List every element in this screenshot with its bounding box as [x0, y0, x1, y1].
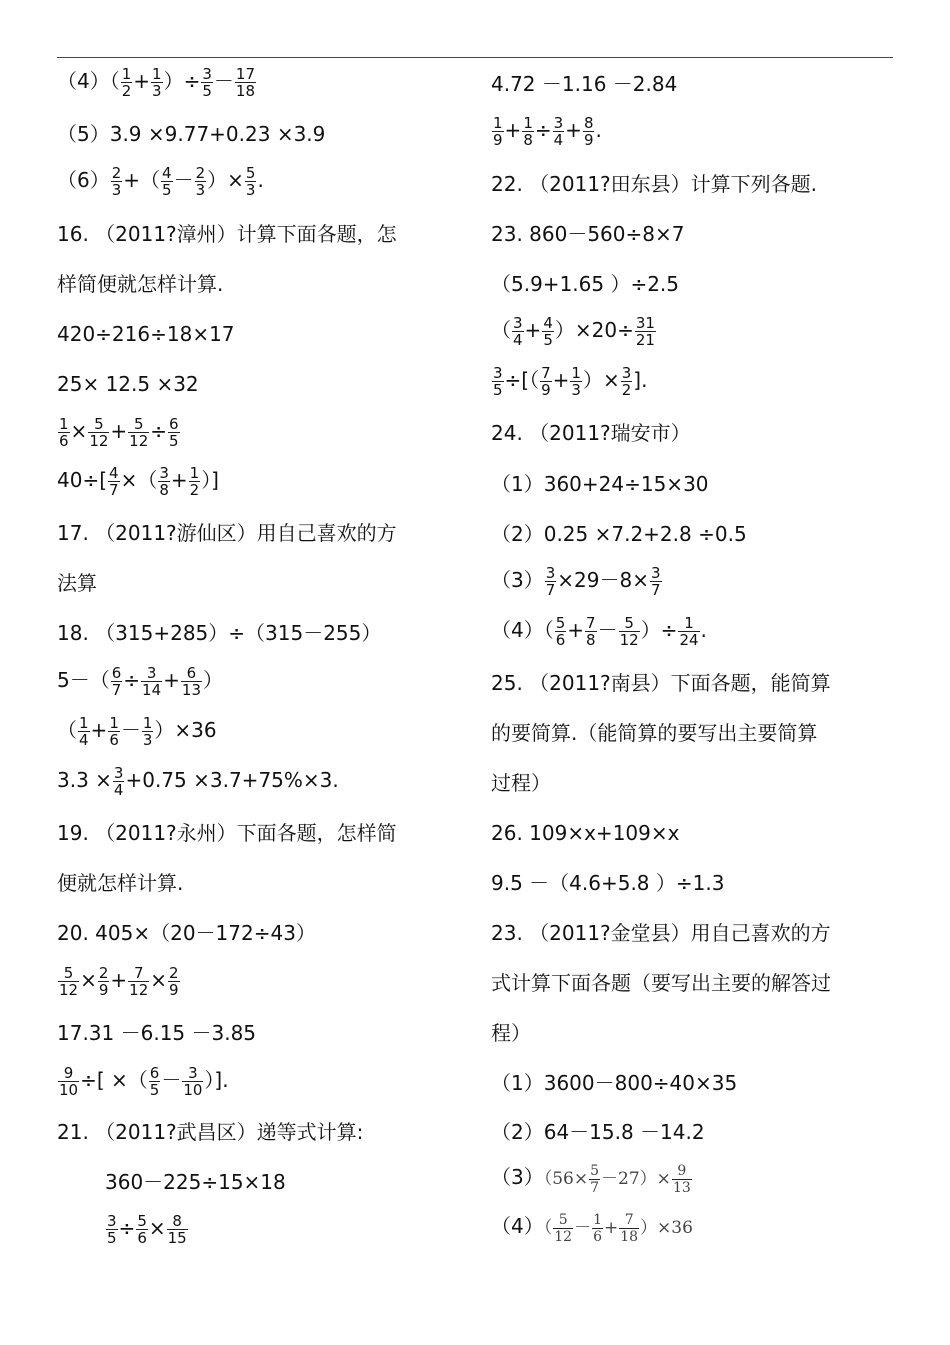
fraction: $\frac{3}{14}$: [142, 664, 162, 699]
expr-6: （6） $\frac{2}{3}$ +（ $\frac{4}{5}$ － $\frac{2}{3}$ ）× $\frac{5}{3}$ .: [57, 164, 264, 199]
fraction: $\frac{1}{4}$: [79, 714, 89, 749]
expr-23b-4: （4）（ $\frac{5}{12}$ － $\frac{1}{6}$ + $\frac{7}{18}$ ）×36: [491, 1212, 693, 1245]
question-23b-line3: 程）: [491, 1021, 531, 1045]
fraction: $\frac{7}{12}$: [129, 964, 149, 999]
question-19-line2: 便就怎样计算.: [57, 871, 184, 895]
fraction: $\frac{3}{4}$: [113, 764, 124, 799]
fraction: $\frac{5}{7}$: [590, 1163, 600, 1196]
fraction: $\frac{1}{6}$: [593, 1212, 602, 1245]
expr-16-3: $\frac{1}{6}$ × $\frac{5}{12}$ + $\frac{5}{12}$ ÷ $\frac{6}{5}$: [59, 415, 179, 450]
question-17-line1: 17. （2011?游仙区）用自己喜欢的方: [57, 521, 397, 545]
fraction: $\frac{6}{7}$: [111, 664, 122, 699]
expr-24-3: （3） $\frac{3}{7}$ ×29－8× $\frac{3}{7}$: [491, 564, 661, 599]
expr-20-4: $\frac{9}{10}$ ÷[ ×（ $\frac{6}{5}$ － $\frac{3}{10}$ ）].: [59, 1064, 229, 1099]
fraction: $\frac{1}{6}$: [59, 415, 69, 450]
expr-24-1: （1）360+24÷15×30: [491, 472, 709, 496]
expr-24-2: （2）0.25 ×7.2+2.8 ÷0.5: [491, 522, 747, 546]
fraction: $\frac{5}{12}$: [89, 415, 109, 450]
fraction: $\frac{3}{4}$: [513, 314, 523, 349]
fraction: $\frac{9}{13}$: [672, 1163, 691, 1196]
question-22: 22. （2011?田东县）计算下列各题.: [491, 172, 818, 196]
question-25-line3: 过程）: [491, 771, 551, 795]
expr-4: （4）（ $\frac{1}{2}$ + $\frac{1}{3}$ ）÷ $\frac{3}{5}$ － $\frac{17}{18}$: [57, 65, 255, 100]
expr-21-2: $\frac{3}{5}$ ÷ $\frac{5}{6}$ × $\frac{8}{15}$: [107, 1212, 187, 1247]
expr-r4: （ $\frac{3}{4}$ + $\frac{4}{5}$ ）×20÷ $\frac{31}{21}$: [491, 314, 655, 349]
fraction: $\frac{2}{3}$: [111, 164, 122, 199]
question-18: 18. （315+285）÷（315－255）: [57, 621, 382, 645]
fraction: $\frac{9}{10}$: [59, 1064, 79, 1099]
expr-21-1: 360－225÷15×18: [105, 1170, 286, 1194]
question-24: 24. （2011?瑞安市）: [491, 421, 691, 445]
expr-16-4: 40÷[ $\frac{4}{7}$ ×（ $\frac{3}{8}$ + $\frac{1}{2}$ ）]: [57, 464, 219, 499]
question-23: 23. 860－560÷8×7: [491, 222, 685, 246]
question-23b-line1: 23. （2011?金堂县）用自己喜欢的方: [491, 921, 831, 945]
fraction: $\frac{5}{6}$: [555, 614, 566, 649]
fraction: $\frac{5}{6}$: [137, 1212, 147, 1247]
question-19-line1: 19. （2011?永州）下面各题，怎样简: [57, 821, 397, 845]
fraction: $\frac{3}{5}$: [107, 1212, 117, 1247]
expr-23b-2: （2）64－15.8 －14.2: [491, 1120, 705, 1144]
question-20: 20. 405×（20－172÷43）: [57, 921, 316, 945]
fraction: $\frac{1}{9}$: [493, 114, 503, 149]
fraction: $\frac{2}{9}$: [169, 964, 179, 999]
fraction: $\frac{3}{8}$: [159, 464, 169, 499]
fraction: $\frac{8}{9}$: [583, 114, 594, 149]
expr-23b-3: （3）（56× $\frac{5}{7}$ －27）× $\frac{9}{13}$: [491, 1163, 691, 1196]
expr-24-4: （4）（ $\frac{5}{6}$ + $\frac{7}{8}$ － $\frac{5}{12}$ ）÷ $\frac{1}{24}$ .: [491, 614, 707, 649]
question-26: 26. 109×x+109×x: [491, 821, 680, 845]
fraction: $\frac{5}{3}$: [245, 164, 256, 199]
question-17-line2: 法算: [57, 571, 97, 595]
question-23b-line2: 式计算下面各题（要写出主要的解答过: [491, 971, 831, 995]
fraction: $\frac{1}{3}$: [152, 65, 162, 100]
fraction: $\frac{1}{3}$: [571, 364, 581, 399]
fraction: $\frac{6}{5}$: [169, 415, 179, 450]
expr-18-3: （ $\frac{1}{4}$ + $\frac{1}{6}$ － $\frac{1}{3}$ ）×36: [57, 714, 217, 749]
expr-18-2: 5－（ $\frac{6}{7}$ ÷ $\frac{3}{14}$ + $\frac{6}{13}$ ）: [57, 664, 223, 699]
fraction: $\frac{3}{5}$: [202, 65, 212, 100]
expr-23b-1: （1）3600－800÷40×35: [491, 1071, 738, 1095]
fraction: $\frac{5}{12}$: [554, 1212, 573, 1245]
fraction: $\frac{4}{7}$: [109, 464, 119, 499]
fraction: $\frac{3}{7}$: [650, 564, 661, 599]
fraction: $\frac{1}{2}$: [189, 464, 200, 499]
fraction: $\frac{3}{10}$: [183, 1064, 203, 1099]
question-16-line2: 样简便就怎样计算.: [57, 272, 224, 296]
expr-20-3: 17.31 －6.15 －3.85: [57, 1021, 257, 1045]
fraction: $\frac{1}{24}$: [679, 614, 699, 649]
expr-26-2: 9.5 －（4.6+5.8 ）÷1.3: [491, 871, 725, 895]
fraction: $\frac{2}{9}$: [98, 964, 109, 999]
fraction: $\frac{17}{18}$: [235, 65, 255, 100]
question-25-line2: 的要简算.（能简算的要写出主要简算: [491, 721, 818, 745]
question-21: 21. （2011?武昌区）递等式计算:: [57, 1120, 364, 1144]
expr-r3: （5.9+1.65 ）÷2.5: [491, 272, 680, 296]
expr-5: （5）3.9 ×9.77+0.23 ×3.9: [57, 122, 326, 146]
fraction: $\frac{5}{12}$: [59, 964, 79, 999]
fraction: $\frac{6}{13}$: [181, 664, 201, 699]
fraction: $\frac{5}{12}$: [619, 614, 639, 649]
fraction: $\frac{4}{5}$: [162, 164, 172, 199]
expr-20-2: $\frac{5}{12}$ × $\frac{2}{9}$ + $\frac{7}{12}$ × $\frac{2}{9}$: [59, 964, 179, 999]
fraction: $\frac{3}{7}$: [545, 564, 556, 599]
expr-r2: $\frac{1}{9}$ + $\frac{1}{8}$ ÷ $\frac{3}{4}$ + $\frac{8}{9}$ .: [493, 114, 602, 149]
fraction: $\frac{1}{3}$: [142, 714, 153, 749]
fraction: $\frac{31}{21}$: [635, 314, 655, 349]
fraction: $\frac{1}{8}$: [523, 114, 533, 149]
fraction: $\frac{1}{2}$: [121, 65, 132, 100]
expr-16-2: 25× 12.5 ×32: [57, 372, 199, 396]
expr-r1: 4.72 －1.16 －2.84: [491, 72, 678, 96]
question-25-line1: 25. （2011?南县）下面各题，能简算: [491, 671, 831, 695]
fraction: $\frac{6}{5}$: [149, 1064, 160, 1099]
fraction: $\frac{7}{18}$: [620, 1212, 639, 1245]
fraction: $\frac{5}{12}$: [129, 415, 149, 450]
fraction: $\frac{3}{5}$: [493, 364, 503, 399]
fraction: $\frac{4}{5}$: [543, 314, 553, 349]
fraction: $\frac{1}{6}$: [109, 714, 119, 749]
fraction: $\frac{3}{2}$: [621, 364, 632, 399]
header-rule: [57, 57, 893, 58]
fraction: $\frac{2}{3}$: [195, 164, 206, 199]
expr-16-1: 420÷216÷18×17: [57, 322, 235, 346]
fraction: $\frac{7}{9}$: [541, 364, 551, 399]
question-16-line1: 16. （2011?漳州）计算下面各题，怎: [57, 222, 397, 246]
fraction: $\frac{3}{4}$: [553, 114, 564, 149]
expr-r5: $\frac{3}{5}$ ÷[（ $\frac{7}{9}$ + $\frac{1}{3}$ ）× $\frac{3}{2}$ ].: [493, 364, 648, 399]
fraction: $\frac{8}{15}$: [167, 1212, 187, 1247]
fraction: $\frac{7}{8}$: [586, 614, 596, 649]
expr-18-4: 3.3 × $\frac{3}{4}$ +0.75 ×3.7+75%×3.: [57, 764, 339, 799]
